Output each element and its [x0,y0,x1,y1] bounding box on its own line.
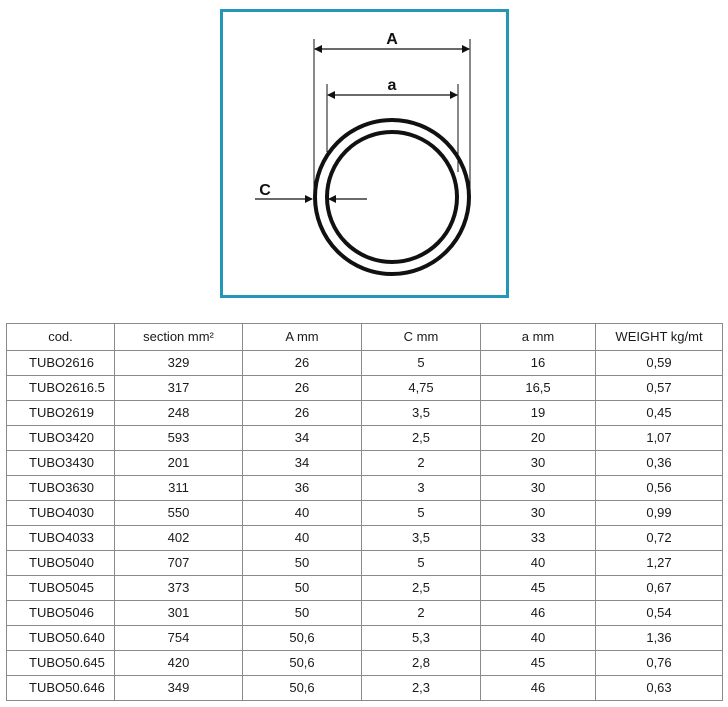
cell-section: 329 [115,351,243,376]
table-row [7,476,723,501]
dimension-c-label: C [259,182,271,199]
table-header-row [7,324,723,351]
dimension-a-outer-label: A [386,31,398,48]
cell-cod: TUBO3420 [7,426,115,451]
cell-section: 301 [115,601,243,626]
cell-weight: 0,63 [596,676,723,701]
cell-a-inner: 45 [481,651,596,676]
header-a-inner: a mm [481,324,596,351]
cell-weight: 0,76 [596,651,723,676]
tube-spec-table [6,323,723,701]
cell-section: 201 [115,451,243,476]
cell-weight: 0,36 [596,451,723,476]
cell-c-thickness: 3 [362,476,481,501]
cell-cod: TUBO2616 [7,351,115,376]
cell-a-inner: 45 [481,576,596,601]
cell-a-outer: 40 [243,526,362,551]
cell-cod: TUBO50.645 [7,651,115,676]
cell-weight: 0,57 [596,376,723,401]
cell-weight: 0,99 [596,501,723,526]
table-row [7,501,723,526]
cell-a-outer: 26 [243,376,362,401]
table-row [7,676,723,701]
header-cod: cod. [7,324,115,351]
cell-section: 311 [115,476,243,501]
cell-a-inner: 19 [481,401,596,426]
cell-c-thickness: 5 [362,351,481,376]
cell-a-inner: 30 [481,451,596,476]
cell-a-outer: 34 [243,451,362,476]
table-row [7,351,723,376]
cell-c-thickness: 2,3 [362,676,481,701]
cell-weight: 0,72 [596,526,723,551]
cell-section: 317 [115,376,243,401]
cell-weight: 0,56 [596,476,723,501]
table-row [7,426,723,451]
cell-c-thickness: 2,5 [362,426,481,451]
cell-weight: 1,27 [596,551,723,576]
table-row [7,626,723,651]
cell-a-outer: 26 [243,401,362,426]
cell-weight: 1,07 [596,426,723,451]
cell-cod: TUBO2616.5 [7,376,115,401]
cell-a-outer: 50,6 [243,651,362,676]
tube-outer-circle [315,120,469,274]
cell-a-inner: 16,5 [481,376,596,401]
cell-section: 754 [115,626,243,651]
header-c-thickness: C mm [362,324,481,351]
cell-cod: TUBO2619 [7,401,115,426]
cell-a-outer: 50,6 [243,676,362,701]
cell-a-inner: 20 [481,426,596,451]
cell-a-inner: 40 [481,551,596,576]
cell-c-thickness: 5,3 [362,626,481,651]
cell-a-outer: 36 [243,476,362,501]
cell-a-inner: 46 [481,601,596,626]
cell-a-inner: 33 [481,526,596,551]
cell-cod: TUBO4033 [7,526,115,551]
cell-c-thickness: 3,5 [362,401,481,426]
cell-cod: TUBO4030 [7,501,115,526]
cell-a-inner: 16 [481,351,596,376]
cell-c-thickness: 4,75 [362,376,481,401]
cell-cod: TUBO5046 [7,601,115,626]
cell-a-outer: 50,6 [243,626,362,651]
cell-a-outer: 26 [243,351,362,376]
cell-a-inner: 46 [481,676,596,701]
table-row [7,526,723,551]
cell-a-inner: 30 [481,501,596,526]
tube-section-drawing [223,12,506,295]
cell-weight: 0,54 [596,601,723,626]
cell-a-outer: 50 [243,601,362,626]
cell-section: 248 [115,401,243,426]
cell-cod: TUBO50.646 [7,676,115,701]
cell-section: 402 [115,526,243,551]
cell-section: 550 [115,501,243,526]
table-row [7,601,723,626]
cell-weight: 0,59 [596,351,723,376]
table-row [7,376,723,401]
cell-section: 593 [115,426,243,451]
table-row [7,401,723,426]
table-row [7,551,723,576]
cell-a-outer: 40 [243,501,362,526]
cell-a-outer: 34 [243,426,362,451]
cell-c-thickness: 2 [362,451,481,476]
cell-a-inner: 30 [481,476,596,501]
header-weight: WEIGHT kg/mt [596,324,723,351]
tube-section-diagram [220,9,509,298]
table-row [7,451,723,476]
cell-section: 420 [115,651,243,676]
cell-cod: TUBO50.640 [7,626,115,651]
cell-section: 707 [115,551,243,576]
cell-a-outer: 50 [243,551,362,576]
cell-cod: TUBO5040 [7,551,115,576]
cell-c-thickness: 2 [362,601,481,626]
cell-c-thickness: 5 [362,501,481,526]
table-row [7,576,723,601]
cell-cod: TUBO3630 [7,476,115,501]
header-a-outer: A mm [243,324,362,351]
cell-section: 373 [115,576,243,601]
table-row [7,651,723,676]
cell-weight: 0,67 [596,576,723,601]
cell-a-outer: 50 [243,576,362,601]
cell-c-thickness: 3,5 [362,526,481,551]
dimension-a-inner-label: a [387,77,397,94]
cell-weight: 1,36 [596,626,723,651]
cell-section: 349 [115,676,243,701]
cell-c-thickness: 5 [362,551,481,576]
cell-a-inner: 40 [481,626,596,651]
cell-c-thickness: 2,8 [362,651,481,676]
tube-inner-circle [327,132,457,262]
header-section: section mm² [115,324,243,351]
cell-cod: TUBO5045 [7,576,115,601]
cell-c-thickness: 2,5 [362,576,481,601]
cell-cod: TUBO3430 [7,451,115,476]
cell-weight: 0,45 [596,401,723,426]
